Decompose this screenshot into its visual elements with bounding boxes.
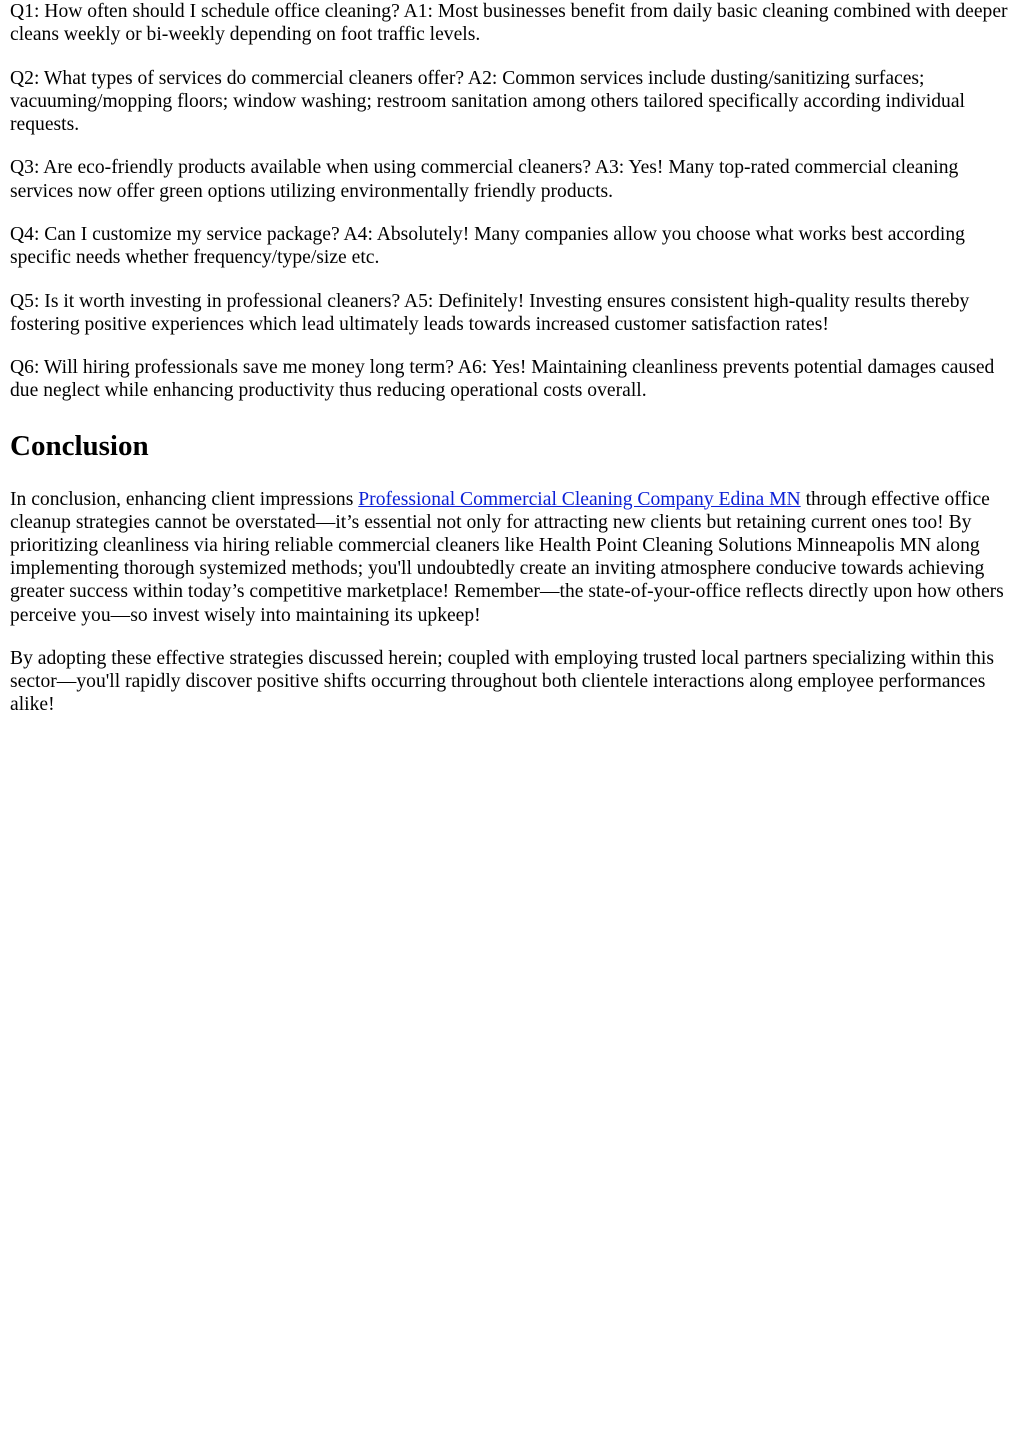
article-body <box>0 0 1024 717</box>
company-link[interactable]: Professional Commercial Cleaning Company Edina MN <box>358 488 801 510</box>
faq-item-5: Q5: Is it worth investing in professional cleaners? A5: Definitely! Investing ensures consistent high-quality results thereby fostering positive experiences which lead ultimately leads towards increased customer satisfaction rates! <box>10 290 970 335</box>
faq-item-2: Q2: What types of services do commercial cleaners offer? A2: Common services include dusting/sanitizing surfaces; vacuuming/mopping floors; window washing; restroom sanitation among others tailored specifically according individual requests. <box>10 67 965 135</box>
conclusion-text-after-link: through effective office cleanup strategies cannot be overstated—it’s essential not only for attracting new clients but retaining current ones too! By prioritizing cleanliness via hiring reliable commercial cleaners like Health Point Cleaning Solutions Minneapolis MN along implementing thorough systemized methods; you'll undoubtedly create an inviting atmosphere conducive towards achieving greater success within today’s competitive marketplace! Remember—the state-of-your-office reflects directly upon how others perceive you—so invest wisely into maintaining its upkeep! <box>10 488 1004 626</box>
conclusion-heading: Conclusion <box>10 429 149 462</box>
conclusion-text-before-link: In conclusion, enhancing client impressions <box>10 488 359 510</box>
conclusion-paragraph-2: By adopting these effective strategies discussed herein; coupled with employing trusted local partners specializing within this sector—you'll rapidly discover positive shifts occurring throughout both clientele interactions along employee performances alike! <box>10 647 994 716</box>
faq-item-1: Q1: How often should I schedule office cleaning? A1: Most businesses benefit from daily basic cleaning combined with deeper cleans weekly or bi-weekly depending on foot traffic levels. <box>10 1 1008 46</box>
conclusion-paragraph-1 <box>10 488 1014 627</box>
faq-item-6: Q6: Will hiring professionals save me money long term? A6: Yes! Maintaining cleanliness prevents potential damages caused due neglect while enhancing productivity thus reducing operational costs overall. <box>10 357 995 402</box>
faq-item-3: Q3: Are eco-friendly products available when using commercial cleaners? A3: Yes! Many top-rated commercial cleaning services now offer green options utilizing environmentally friendly products. <box>10 157 959 202</box>
faq-item-4: Q4: Can I customize my service package? A4: Absolutely! Many companies allow you choose what works best according specific needs whether frequency/type/size etc. <box>10 223 965 269</box>
